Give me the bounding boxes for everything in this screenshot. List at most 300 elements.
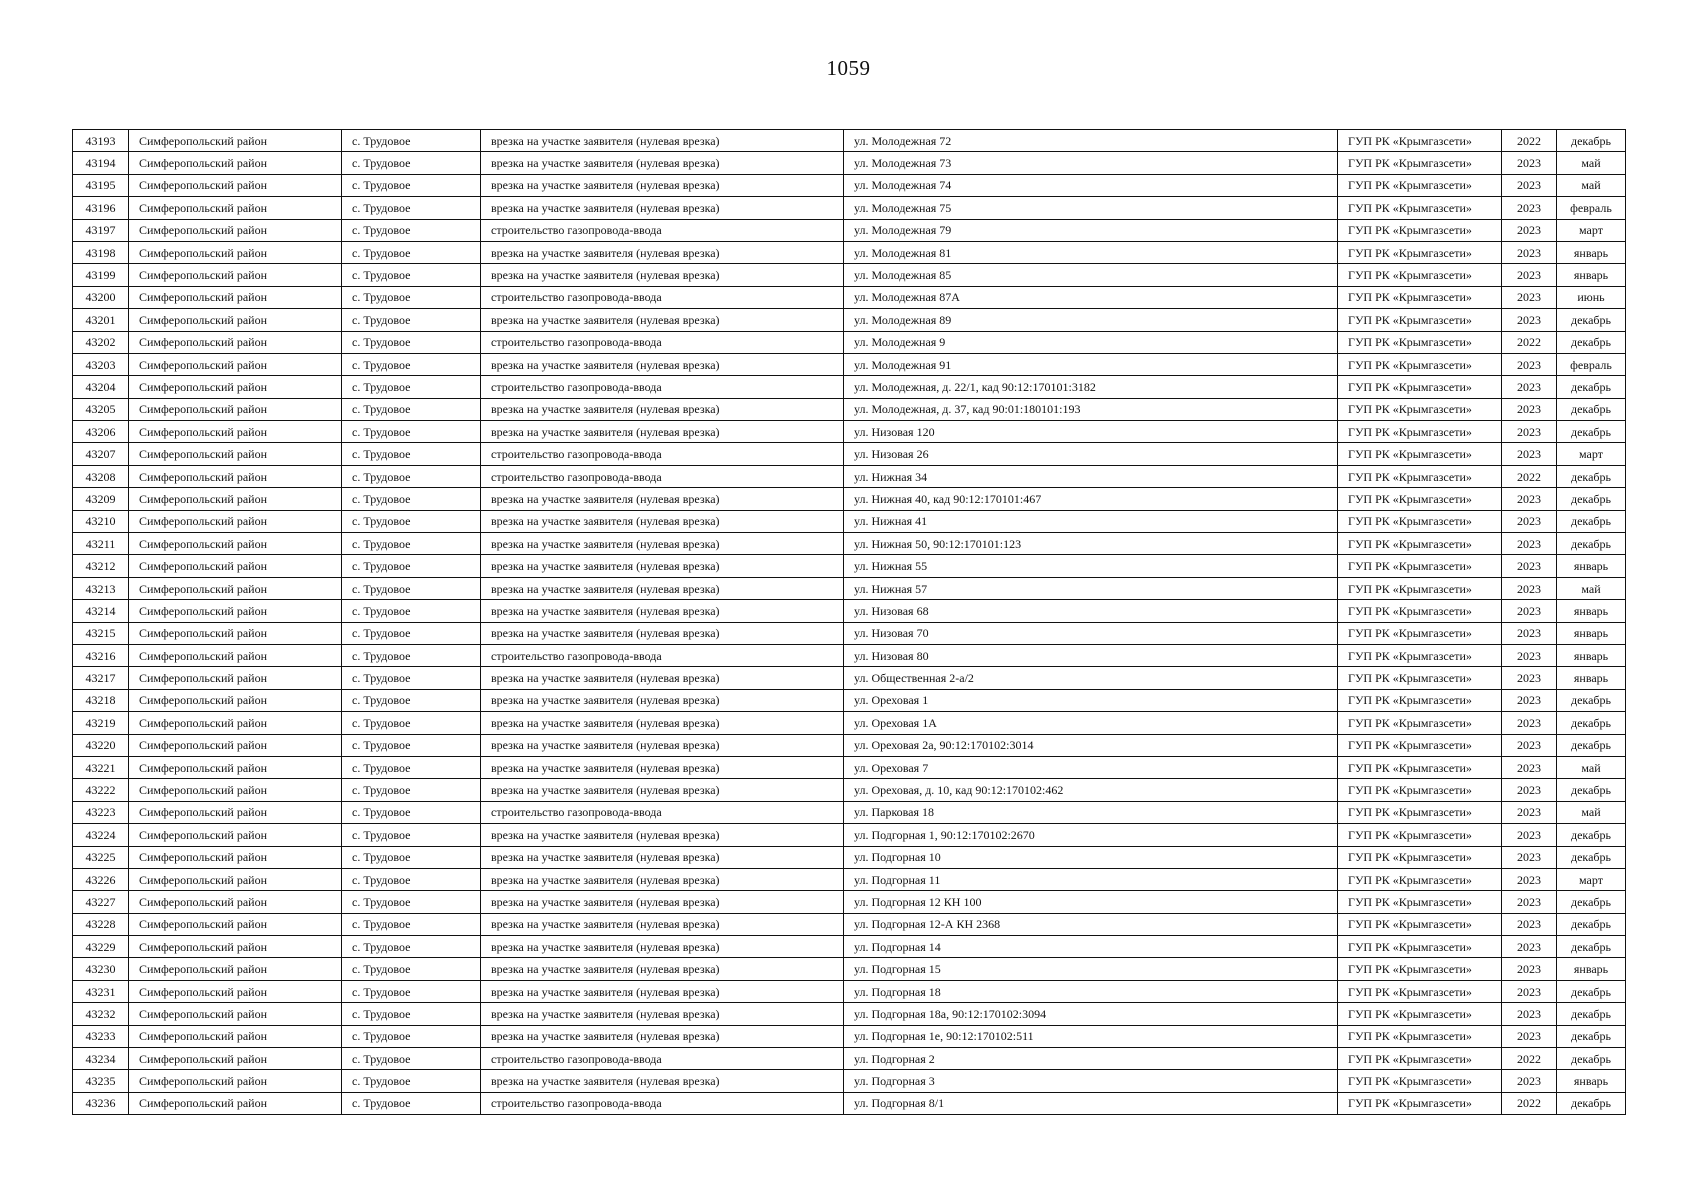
year-cell: 2023 <box>1502 443 1557 465</box>
table-row <box>73 443 1626 465</box>
table-row <box>73 846 1626 868</box>
district-cell: Симферопольский район <box>129 197 342 219</box>
address-cell: ул. Молодежная 9 <box>844 331 1338 353</box>
month-cell: декабрь <box>1557 488 1626 510</box>
table-row <box>73 644 1626 666</box>
settlement-cell: с. Трудовое <box>342 309 481 331</box>
row-number-cell: 43195 <box>73 174 129 196</box>
settlement-cell: с. Трудовое <box>342 936 481 958</box>
row-number-cell: 43234 <box>73 1048 129 1070</box>
settlement-cell: с. Трудовое <box>342 868 481 890</box>
work-type-cell: строительство газопровода-ввода <box>481 286 844 308</box>
year-cell: 2023 <box>1502 488 1557 510</box>
district-cell: Симферопольский район <box>129 286 342 308</box>
month-cell: декабрь <box>1557 712 1626 734</box>
year-cell: 2023 <box>1502 1070 1557 1092</box>
settlement-cell: с. Трудовое <box>342 622 481 644</box>
work-type-cell: строительство газопровода-ввода <box>481 331 844 353</box>
table-row <box>73 197 1626 219</box>
work-type-cell: врезка на участке заявителя (нулевая врезка) <box>481 421 844 443</box>
table-row <box>73 219 1626 241</box>
organization-cell: ГУП РК «Крымгазсети» <box>1338 197 1502 219</box>
row-number-cell: 43226 <box>73 868 129 890</box>
organization-cell: ГУП РК «Крымгазсети» <box>1338 309 1502 331</box>
year-cell: 2023 <box>1502 801 1557 823</box>
district-cell: Симферопольский район <box>129 488 342 510</box>
work-type-cell: строительство газопровода-ввода <box>481 1092 844 1114</box>
work-type-cell: врезка на участке заявителя (нулевая врезка) <box>481 152 844 174</box>
district-cell: Симферопольский район <box>129 533 342 555</box>
work-type-cell: врезка на участке заявителя (нулевая врезка) <box>481 555 844 577</box>
district-cell: Симферопольский район <box>129 398 342 420</box>
work-type-cell: врезка на участке заявителя (нулевая врезка) <box>481 734 844 756</box>
organization-cell: ГУП РК «Крымгазсети» <box>1338 600 1502 622</box>
organization-cell: ГУП РК «Крымгазсети» <box>1338 286 1502 308</box>
row-number-cell: 43221 <box>73 756 129 778</box>
settlement-cell: с. Трудовое <box>342 219 481 241</box>
row-number-cell: 43197 <box>73 219 129 241</box>
month-cell: декабрь <box>1557 376 1626 398</box>
address-cell: ул. Подгорная 15 <box>844 958 1338 980</box>
row-number-cell: 43227 <box>73 891 129 913</box>
work-type-cell: врезка на участке заявителя (нулевая врезка) <box>481 1003 844 1025</box>
settlement-cell: с. Трудовое <box>342 398 481 420</box>
table-row <box>73 488 1626 510</box>
settlement-cell: с. Трудовое <box>342 130 481 152</box>
district-cell: Симферопольский район <box>129 644 342 666</box>
work-type-cell: строительство газопровода-ввода <box>481 465 844 487</box>
organization-cell: ГУП РК «Крымгазсети» <box>1338 1070 1502 1092</box>
settlement-cell: с. Трудовое <box>342 353 481 375</box>
month-cell: май <box>1557 174 1626 196</box>
row-number-cell: 43208 <box>73 465 129 487</box>
year-cell: 2023 <box>1502 174 1557 196</box>
row-number-cell: 43209 <box>73 488 129 510</box>
year-cell: 2022 <box>1502 465 1557 487</box>
address-cell: ул. Низовая 26 <box>844 443 1338 465</box>
row-number-cell: 43215 <box>73 622 129 644</box>
row-number-cell: 43203 <box>73 353 129 375</box>
address-cell: ул. Ореховая 7 <box>844 756 1338 778</box>
month-cell: январь <box>1557 622 1626 644</box>
row-number-cell: 43207 <box>73 443 129 465</box>
table-row <box>73 824 1626 846</box>
organization-cell: ГУП РК «Крымгазсети» <box>1338 353 1502 375</box>
settlement-cell: с. Трудовое <box>342 667 481 689</box>
year-cell: 2023 <box>1502 868 1557 890</box>
district-cell: Симферопольский район <box>129 510 342 532</box>
organization-cell: ГУП РК «Крымгазсети» <box>1338 488 1502 510</box>
table-row <box>73 801 1626 823</box>
work-type-cell: врезка на участке заявителя (нулевая врезка) <box>481 913 844 935</box>
year-cell: 2023 <box>1502 353 1557 375</box>
district-cell: Симферопольский район <box>129 913 342 935</box>
address-cell: ул. Подгорная 3 <box>844 1070 1338 1092</box>
settlement-cell: с. Трудовое <box>342 600 481 622</box>
address-cell: ул. Молодежная 74 <box>844 174 1338 196</box>
address-cell: ул. Молодежная 87А <box>844 286 1338 308</box>
year-cell: 2023 <box>1502 286 1557 308</box>
year-cell: 2023 <box>1502 980 1557 1002</box>
year-cell: 2023 <box>1502 644 1557 666</box>
settlement-cell: с. Трудовое <box>342 1048 481 1070</box>
work-type-cell: строительство газопровода-ввода <box>481 644 844 666</box>
year-cell: 2023 <box>1502 398 1557 420</box>
table-row <box>73 174 1626 196</box>
work-type-cell: врезка на участке заявителя (нулевая врезка) <box>481 846 844 868</box>
address-cell: ул. Молодежная 85 <box>844 264 1338 286</box>
work-type-cell: врезка на участке заявителя (нулевая врезка) <box>481 398 844 420</box>
table-row <box>73 376 1626 398</box>
organization-cell: ГУП РК «Крымгазсети» <box>1338 130 1502 152</box>
organization-cell: ГУП РК «Крымгазсети» <box>1338 174 1502 196</box>
table-row <box>73 779 1626 801</box>
district-cell: Симферопольский район <box>129 241 342 263</box>
table-row <box>73 465 1626 487</box>
month-cell: май <box>1557 756 1626 778</box>
organization-cell: ГУП РК «Крымгазсети» <box>1338 622 1502 644</box>
district-cell: Симферопольский район <box>129 824 342 846</box>
organization-cell: ГУП РК «Крымгазсети» <box>1338 913 1502 935</box>
organization-cell: ГУП РК «Крымгазсети» <box>1338 868 1502 890</box>
month-cell: декабрь <box>1557 891 1626 913</box>
work-type-cell: врезка на участке заявителя (нулевая врезка) <box>481 533 844 555</box>
year-cell: 2022 <box>1502 331 1557 353</box>
settlement-cell: с. Трудовое <box>342 286 481 308</box>
table-row <box>73 241 1626 263</box>
work-type-cell: строительство газопровода-ввода <box>481 443 844 465</box>
table-row <box>73 152 1626 174</box>
address-cell: ул. Нижная 55 <box>844 555 1338 577</box>
organization-cell: ГУП РК «Крымгазсети» <box>1338 533 1502 555</box>
month-cell: декабрь <box>1557 913 1626 935</box>
address-cell: ул. Подгорная 11 <box>844 868 1338 890</box>
address-cell: ул. Нижная 40, кад 90:12:170101:467 <box>844 488 1338 510</box>
address-cell: ул. Низовая 120 <box>844 421 1338 443</box>
settlement-cell: с. Трудовое <box>342 712 481 734</box>
table-row <box>73 577 1626 599</box>
year-cell: 2022 <box>1502 130 1557 152</box>
district-cell: Симферопольский район <box>129 801 342 823</box>
month-cell: декабрь <box>1557 689 1626 711</box>
month-cell: декабрь <box>1557 130 1626 152</box>
address-cell: ул. Ореховая 1 <box>844 689 1338 711</box>
district-cell: Симферопольский район <box>129 667 342 689</box>
work-type-cell: врезка на участке заявителя (нулевая врезка) <box>481 779 844 801</box>
work-type-cell: врезка на участке заявителя (нулевая врезка) <box>481 980 844 1002</box>
organization-cell: ГУП РК «Крымгазсети» <box>1338 219 1502 241</box>
organization-cell: ГУП РК «Крымгазсети» <box>1338 443 1502 465</box>
year-cell: 2023 <box>1502 756 1557 778</box>
row-number-cell: 43200 <box>73 286 129 308</box>
month-cell: декабрь <box>1557 1025 1626 1047</box>
settlement-cell: с. Трудовое <box>342 846 481 868</box>
organization-cell: ГУП РК «Крымгазсети» <box>1338 152 1502 174</box>
settlement-cell: с. Трудовое <box>342 1003 481 1025</box>
district-cell: Симферопольский район <box>129 421 342 443</box>
district-cell: Симферопольский район <box>129 174 342 196</box>
month-cell: декабрь <box>1557 779 1626 801</box>
month-cell: декабрь <box>1557 309 1626 331</box>
row-number-cell: 43211 <box>73 533 129 555</box>
settlement-cell: с. Трудовое <box>342 577 481 599</box>
work-type-cell: врезка на участке заявителя (нулевая врезка) <box>481 936 844 958</box>
row-number-cell: 43231 <box>73 980 129 1002</box>
table-row <box>73 533 1626 555</box>
table-row <box>73 622 1626 644</box>
address-cell: ул. Низовая 80 <box>844 644 1338 666</box>
table-row <box>73 980 1626 1002</box>
district-cell: Симферопольский район <box>129 1070 342 1092</box>
district-cell: Симферопольский район <box>129 980 342 1002</box>
year-cell: 2023 <box>1502 376 1557 398</box>
work-type-cell: врезка на участке заявителя (нулевая врезка) <box>481 891 844 913</box>
organization-cell: ГУП РК «Крымгазсети» <box>1338 421 1502 443</box>
row-number-cell: 43223 <box>73 801 129 823</box>
organization-cell: ГУП РК «Крымгазсети» <box>1338 689 1502 711</box>
row-number-cell: 43233 <box>73 1025 129 1047</box>
table-row <box>73 891 1626 913</box>
work-type-cell: врезка на участке заявителя (нулевая врезка) <box>481 689 844 711</box>
address-cell: ул. Подгорная 8/1 <box>844 1092 1338 1114</box>
work-type-cell: врезка на участке заявителя (нулевая врезка) <box>481 824 844 846</box>
organization-cell: ГУП РК «Крымгазсети» <box>1338 1003 1502 1025</box>
month-cell: март <box>1557 219 1626 241</box>
address-cell: ул. Ореховая 1А <box>844 712 1338 734</box>
month-cell: декабрь <box>1557 331 1626 353</box>
year-cell: 2023 <box>1502 958 1557 980</box>
settlement-cell: с. Трудовое <box>342 197 481 219</box>
address-cell: ул. Молодежная 89 <box>844 309 1338 331</box>
row-number-cell: 43196 <box>73 197 129 219</box>
address-cell: ул. Ореховая 2а, 90:12:170102:3014 <box>844 734 1338 756</box>
year-cell: 2023 <box>1502 667 1557 689</box>
month-cell: март <box>1557 443 1626 465</box>
address-cell: ул. Нижная 50, 90:12:170101:123 <box>844 533 1338 555</box>
district-cell: Симферопольский район <box>129 600 342 622</box>
row-number-cell: 43205 <box>73 398 129 420</box>
address-cell: ул. Низовая 68 <box>844 600 1338 622</box>
year-cell: 2023 <box>1502 533 1557 555</box>
address-cell: ул. Молодежная 81 <box>844 241 1338 263</box>
district-cell: Симферопольский район <box>129 1092 342 1114</box>
row-number-cell: 43229 <box>73 936 129 958</box>
year-cell: 2023 <box>1502 936 1557 958</box>
organization-cell: ГУП РК «Крымгазсети» <box>1338 891 1502 913</box>
table-row <box>73 353 1626 375</box>
month-cell: февраль <box>1557 353 1626 375</box>
work-type-cell: врезка на участке заявителя (нулевая врезка) <box>481 600 844 622</box>
settlement-cell: с. Трудовое <box>342 891 481 913</box>
table-row <box>73 913 1626 935</box>
month-cell: декабрь <box>1557 465 1626 487</box>
settlement-cell: с. Трудовое <box>342 421 481 443</box>
settlement-cell: с. Трудовое <box>342 1070 481 1092</box>
settlement-cell: с. Трудовое <box>342 465 481 487</box>
address-cell: ул. Подгорная 12 КН 100 <box>844 891 1338 913</box>
month-cell: декабрь <box>1557 980 1626 1002</box>
year-cell: 2023 <box>1502 689 1557 711</box>
year-cell: 2023 <box>1502 1025 1557 1047</box>
work-type-cell: врезка на участке заявителя (нулевая врезка) <box>481 241 844 263</box>
district-cell: Симферопольский район <box>129 1048 342 1070</box>
month-cell: январь <box>1557 958 1626 980</box>
district-cell: Симферопольский район <box>129 622 342 644</box>
organization-cell: ГУП РК «Крымгазсети» <box>1338 958 1502 980</box>
month-cell: январь <box>1557 667 1626 689</box>
address-cell: ул. Нижная 34 <box>844 465 1338 487</box>
organization-cell: ГУП РК «Крымгазсети» <box>1338 1048 1502 1070</box>
address-cell: ул. Подгорная 18 <box>844 980 1338 1002</box>
address-cell: ул. Молодежная 91 <box>844 353 1338 375</box>
table-row <box>73 734 1626 756</box>
district-cell: Симферопольский район <box>129 130 342 152</box>
table-row <box>73 286 1626 308</box>
work-type-cell: врезка на участке заявителя (нулевая врезка) <box>481 353 844 375</box>
organization-cell: ГУП РК «Крымгазсети» <box>1338 756 1502 778</box>
month-cell: декабрь <box>1557 734 1626 756</box>
year-cell: 2023 <box>1502 824 1557 846</box>
month-cell: декабрь <box>1557 533 1626 555</box>
work-type-cell: врезка на участке заявителя (нулевая врезка) <box>481 1070 844 1092</box>
month-cell: май <box>1557 152 1626 174</box>
month-cell: июнь <box>1557 286 1626 308</box>
table-row <box>73 600 1626 622</box>
row-number-cell: 43194 <box>73 152 129 174</box>
address-cell: ул. Молодежная 75 <box>844 197 1338 219</box>
district-cell: Симферопольский район <box>129 465 342 487</box>
table-row <box>73 510 1626 532</box>
table-row <box>73 1092 1626 1114</box>
month-cell: январь <box>1557 241 1626 263</box>
settlement-cell: с. Трудовое <box>342 958 481 980</box>
year-cell: 2023 <box>1502 891 1557 913</box>
row-number-cell: 43220 <box>73 734 129 756</box>
district-cell: Симферопольский район <box>129 152 342 174</box>
address-cell: ул. Подгорная 10 <box>844 846 1338 868</box>
month-cell: февраль <box>1557 197 1626 219</box>
district-cell: Симферопольский район <box>129 779 342 801</box>
month-cell: декабрь <box>1557 936 1626 958</box>
month-cell: март <box>1557 868 1626 890</box>
district-cell: Симферопольский район <box>129 219 342 241</box>
row-number-cell: 43198 <box>73 241 129 263</box>
address-cell: ул. Молодежная 73 <box>844 152 1338 174</box>
table-row <box>73 756 1626 778</box>
address-cell: ул. Молодежная, д. 22/1, кад 90:12:170101:3182 <box>844 376 1338 398</box>
row-number-cell: 43217 <box>73 667 129 689</box>
work-type-cell: врезка на участке заявителя (нулевая врезка) <box>481 130 844 152</box>
district-cell: Симферопольский район <box>129 331 342 353</box>
address-cell: ул. Парковая 18 <box>844 801 1338 823</box>
row-number-cell: 43214 <box>73 600 129 622</box>
address-cell: ул. Молодежная 72 <box>844 130 1338 152</box>
settlement-cell: с. Трудовое <box>342 533 481 555</box>
settlement-cell: с. Трудовое <box>342 555 481 577</box>
row-number-cell: 43199 <box>73 264 129 286</box>
settlement-cell: с. Трудовое <box>342 689 481 711</box>
row-number-cell: 43224 <box>73 824 129 846</box>
row-number-cell: 43236 <box>73 1092 129 1114</box>
row-number-cell: 43235 <box>73 1070 129 1092</box>
settlement-cell: с. Трудовое <box>342 152 481 174</box>
district-cell: Симферопольский район <box>129 264 342 286</box>
page-number: 1059 <box>826 56 871 80</box>
settlement-cell: с. Трудовое <box>342 331 481 353</box>
year-cell: 2023 <box>1502 197 1557 219</box>
year-cell: 2022 <box>1502 1048 1557 1070</box>
address-cell: ул. Общественная 2-а/2 <box>844 667 1338 689</box>
district-cell: Симферопольский район <box>129 555 342 577</box>
year-cell: 2023 <box>1502 152 1557 174</box>
row-number-cell: 43213 <box>73 577 129 599</box>
organization-cell: ГУП РК «Крымгазсети» <box>1338 510 1502 532</box>
settlement-cell: с. Трудовое <box>342 913 481 935</box>
year-cell: 2023 <box>1502 309 1557 331</box>
table-row <box>73 667 1626 689</box>
organization-cell: ГУП РК «Крымгазсети» <box>1338 936 1502 958</box>
organization-cell: ГУП РК «Крымгазсети» <box>1338 1025 1502 1047</box>
work-type-cell: строительство газопровода-ввода <box>481 219 844 241</box>
table-row <box>73 421 1626 443</box>
district-cell: Симферопольский район <box>129 756 342 778</box>
row-number-cell: 43193 <box>73 130 129 152</box>
month-cell: декабрь <box>1557 1092 1626 1114</box>
month-cell: декабрь <box>1557 1048 1626 1070</box>
district-cell: Симферопольский район <box>129 936 342 958</box>
month-cell: декабрь <box>1557 398 1626 420</box>
district-cell: Симферопольский район <box>129 309 342 331</box>
organization-cell: ГУП РК «Крымгазсети» <box>1338 398 1502 420</box>
work-type-cell: врезка на участке заявителя (нулевая врезка) <box>481 667 844 689</box>
address-cell: ул. Подгорная 18а, 90:12:170102:3094 <box>844 1003 1338 1025</box>
district-cell: Симферопольский район <box>129 353 342 375</box>
address-cell: ул. Молодежная, д. 37, кад 90:01:180101:193 <box>844 398 1338 420</box>
district-cell: Симферопольский район <box>129 868 342 890</box>
month-cell: май <box>1557 801 1626 823</box>
organization-cell: ГУП РК «Крымгазсети» <box>1338 264 1502 286</box>
settlement-cell: с. Трудовое <box>342 443 481 465</box>
row-number-cell: 43206 <box>73 421 129 443</box>
work-type-cell: врезка на участке заявителя (нулевая врезка) <box>481 264 844 286</box>
work-type-cell: врезка на участке заявителя (нулевая врезка) <box>481 577 844 599</box>
table-row <box>73 331 1626 353</box>
year-cell: 2023 <box>1502 577 1557 599</box>
month-cell: май <box>1557 577 1626 599</box>
organization-cell: ГУП РК «Крымгазсети» <box>1338 1092 1502 1114</box>
year-cell: 2023 <box>1502 219 1557 241</box>
year-cell: 2023 <box>1502 622 1557 644</box>
row-number-cell: 43225 <box>73 846 129 868</box>
district-cell: Симферопольский район <box>129 846 342 868</box>
year-cell: 2022 <box>1502 1092 1557 1114</box>
work-type-cell: строительство газопровода-ввода <box>481 376 844 398</box>
settlement-cell: с. Трудовое <box>342 1025 481 1047</box>
year-cell: 2023 <box>1502 779 1557 801</box>
settlement-cell: с. Трудовое <box>342 241 481 263</box>
month-cell: январь <box>1557 555 1626 577</box>
organization-cell: ГУП РК «Крымгазсети» <box>1338 801 1502 823</box>
table-row <box>73 936 1626 958</box>
table-row <box>73 712 1626 734</box>
month-cell: декабрь <box>1557 1003 1626 1025</box>
work-type-cell: врезка на участке заявителя (нулевая врезка) <box>481 488 844 510</box>
settlement-cell: с. Трудовое <box>342 756 481 778</box>
settlement-cell: с. Трудовое <box>342 779 481 801</box>
address-cell: ул. Подгорная 2 <box>844 1048 1338 1070</box>
month-cell: декабрь <box>1557 846 1626 868</box>
row-number-cell: 43201 <box>73 309 129 331</box>
